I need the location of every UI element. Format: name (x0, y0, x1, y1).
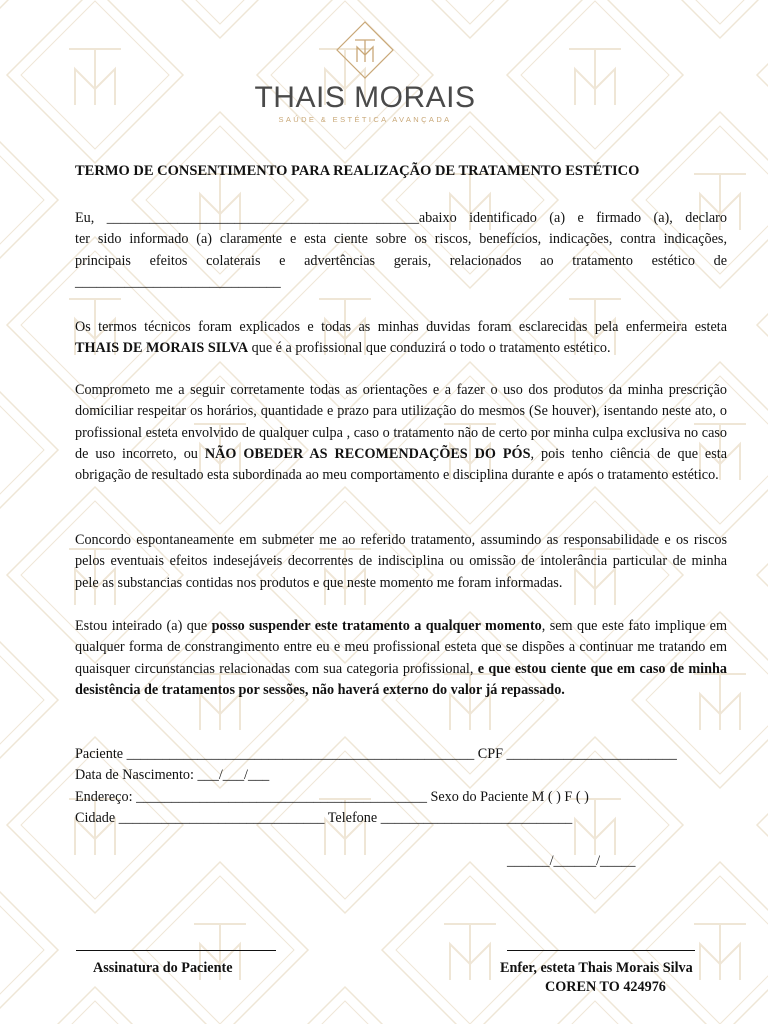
address-field[interactable]: _________________________________________ (136, 788, 427, 805)
sex-field[interactable]: Sexo do Paciente M ( ) F ( ) (430, 788, 589, 805)
professional-signature-label: Enfer, esteta Thais Morais Silva (500, 960, 693, 976)
form-row-address (75, 787, 677, 808)
declaration-line: Eu, ____________________________________________abaixo identificado (a) e firmado (a), declaro (75, 210, 727, 226)
phone-field[interactable]: ___________________________ (380, 809, 573, 826)
paragraph-declaration (75, 208, 727, 293)
city-label: Cidade (75, 809, 116, 826)
paragraph-text: Os termos técnicos foram explicados e todas as minhas duvidas foram esclarecidas pela enfermeira esteta (75, 319, 727, 335)
cpf-field[interactable]: ________________________ (506, 746, 677, 762)
cpf-label: CPF (477, 746, 503, 762)
declaration-line: ter sido informado (a) claramente e esta ciente sobre os riscos, benefícios, indicações, contra indicações, (75, 231, 727, 248)
birthdate-label: Data de Nascimento: (75, 767, 194, 784)
patient-name-field[interactable]: _________________________________________________ (126, 746, 475, 762)
emphasis-text: e que estou ciente que em caso de minha desistência de tratamentos por sessões, não haverá externo do valor já repassado. (75, 660, 727, 698)
city-field[interactable]: _____________________________ (118, 809, 325, 826)
patient-signature-line[interactable] (76, 950, 276, 951)
form-row-patient (75, 744, 677, 765)
form-row-birthdate (75, 765, 677, 786)
patient-signature-label: Assinatura do Paciente (93, 960, 233, 976)
paragraph-text: , pois tenho ciência de que esta obrigação de resultado esta subordinada ao meu comportamento e disciplina durante e após o tratamento estético. (75, 445, 727, 484)
paragraph-suspension (75, 616, 727, 701)
professional-signature-line[interactable] (507, 950, 695, 951)
brand-name: THAIS MORAIS (254, 81, 476, 114)
address-label: Endereço: (75, 788, 133, 805)
paragraph-text: Comprometo me a seguir corretamente todas as orientações e a fazer o uso dos produtos da minha prescrição domiciliar respeitar os horários, quantidade e prazo para utilização do mesmos (Se houver), isentando neste ato, o profissional esteta envolvido de qualquer culpa , caso o tratamento não de certo por minha culpa exclusiva no caso de uso incorreto, ou (75, 382, 727, 462)
treatment-blank: _____________________________ (75, 273, 281, 290)
patient-form (75, 744, 677, 829)
birthdate-field[interactable]: ___/___/___ (197, 767, 270, 784)
document-title: TERMO DE CONSENTIMENTO PARA REALIZAÇÃO DE TRATAMENTO ESTÉTICO (75, 163, 640, 179)
coren-number: COREN TO 424976 (545, 979, 666, 995)
paragraph-text: , sem que este fato implique em qualquer forma de constrangimento entre eu e meu profissional esteta que se dispões a continuar me tratando em quaisquer circunstancias relacionadas com sua categoria profissional, (75, 618, 727, 677)
paragraph-agreement: Concordo espontaneamente em submeter me ao referido tratamento, assumindo as responsabilidade e os riscos pelos eventuais efeitos indesejáveis decorrentes de indisciplina ou omissão de intolerância particular de minha pele as substancias contidas nos produtos e que neste momento me foram informadas. (75, 532, 727, 591)
monogram-icon (335, 20, 395, 80)
paragraph-text: Estou inteirado (a) que (75, 618, 212, 634)
emphasis-text: NÃO OBEDER AS RECOMENDAÇÕES DO PÓS (204, 445, 531, 462)
form-row-city (75, 808, 677, 829)
brand-logo (250, 20, 480, 124)
paragraph-technical-terms (75, 317, 727, 360)
emphasis-text: posso suspender este tratamento a qualquer momento (211, 618, 542, 634)
phone-label: Telefone (327, 809, 378, 826)
declaration-line: principais efeitos colaterais e advertências gerais, relacionados ao tratamento estético de (75, 252, 727, 269)
brand-tagline: SAÚDE & ESTÉTICA AVANÇADA (278, 115, 452, 124)
paragraph-commitment (75, 380, 727, 486)
paragraph-text: que é a profissional que conduzirá o todo o tratamento estético. (248, 340, 611, 357)
patient-label: Paciente (75, 746, 124, 762)
professional-name: THAIS DE MORAIS SILVA (75, 340, 249, 357)
date-field[interactable]: ______/______/_____ (507, 853, 636, 869)
